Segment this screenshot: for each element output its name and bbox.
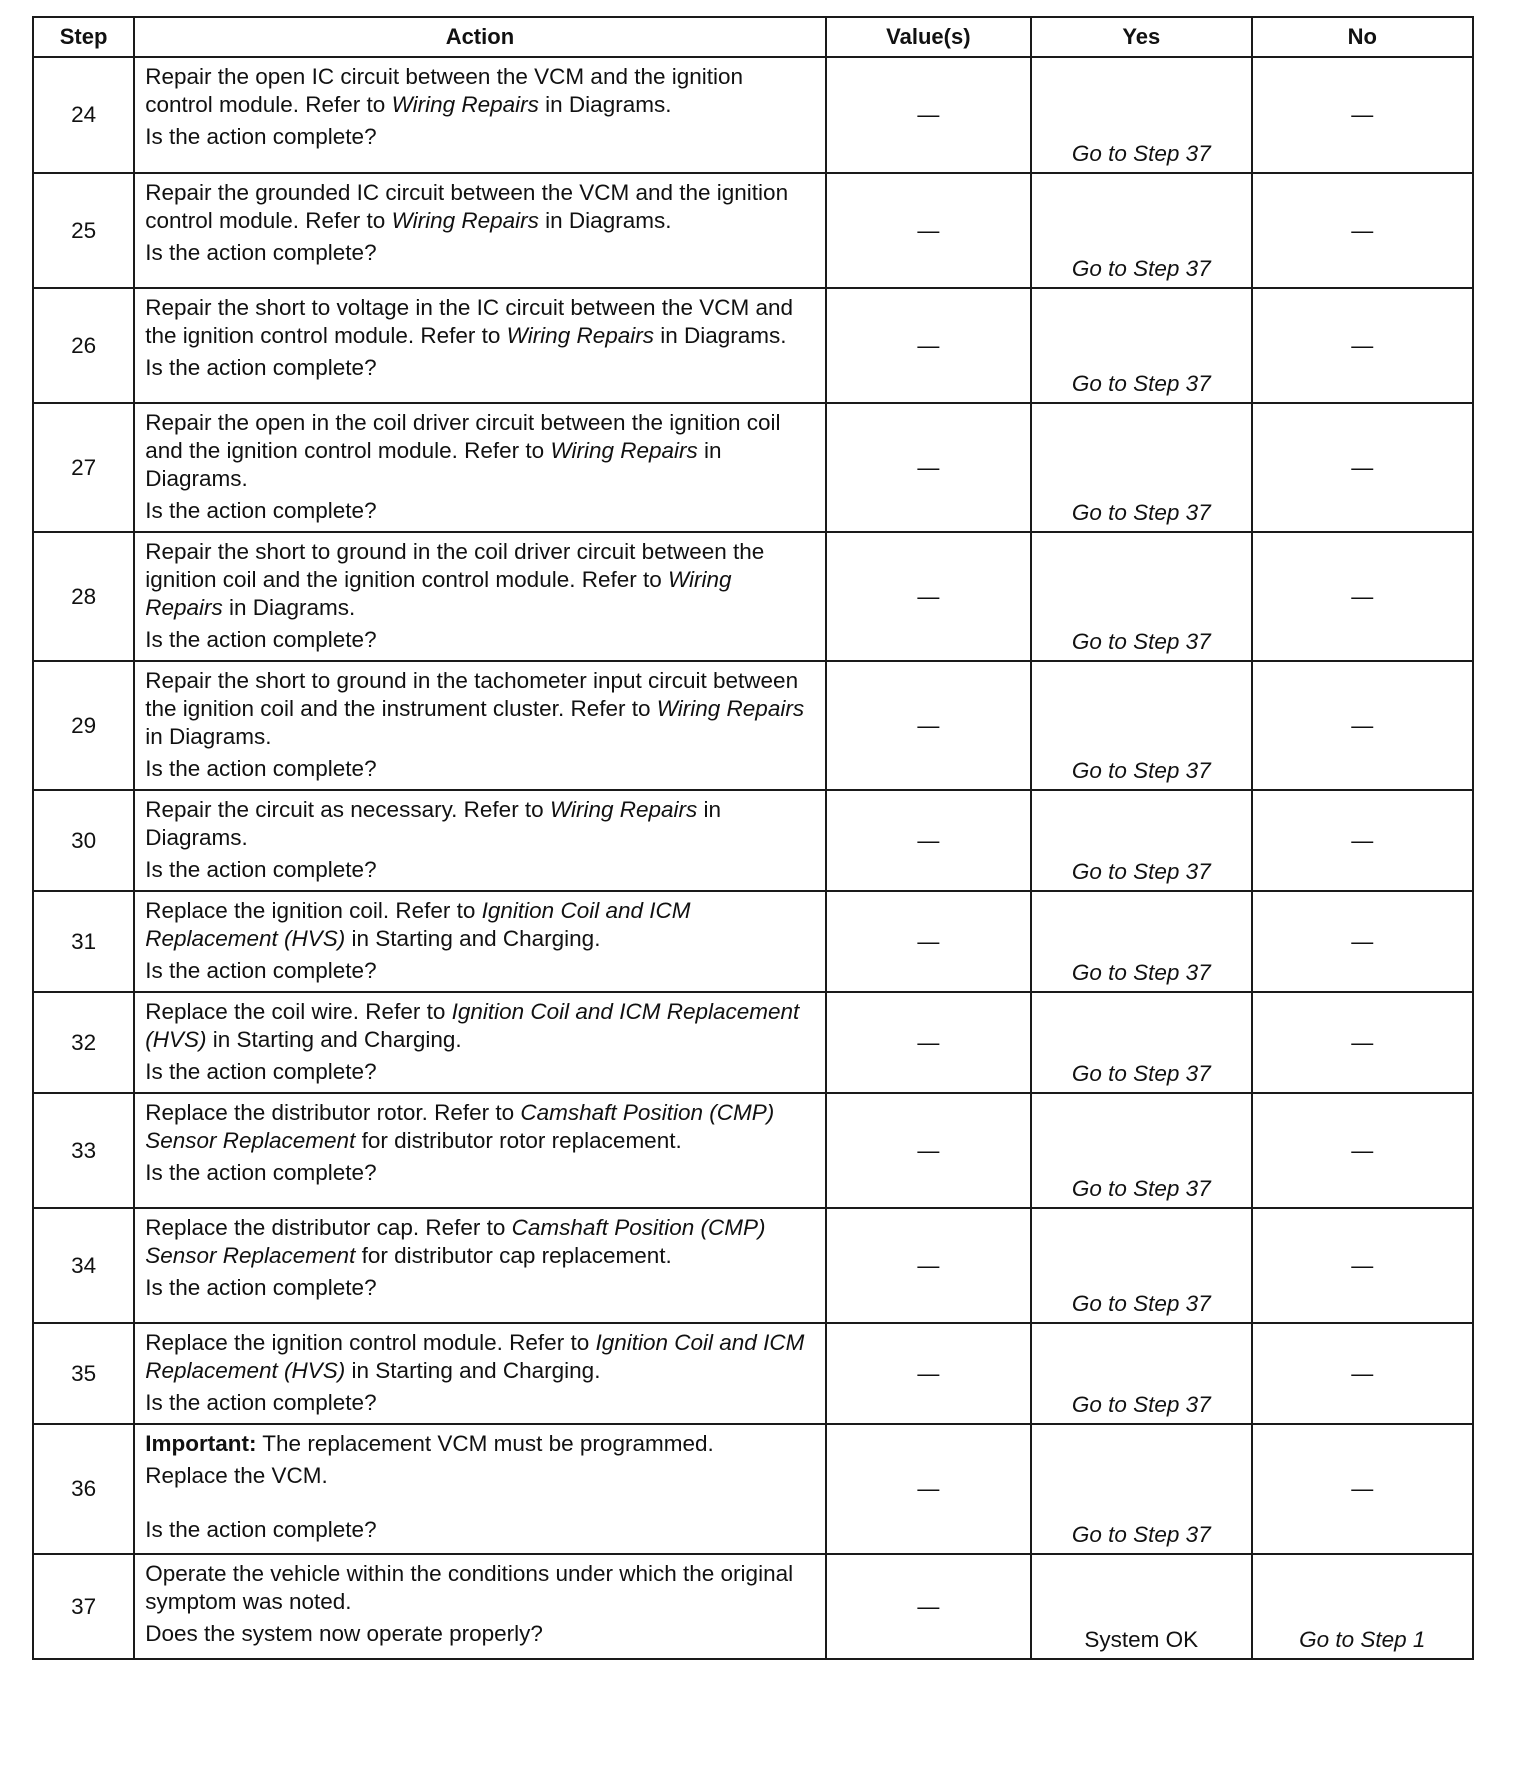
table-row (33, 1208, 1473, 1323)
diagnostic-table (32, 16, 1474, 1660)
action-question: Is the action complete? (145, 1517, 377, 1542)
value-cell: — (826, 57, 1031, 173)
no-cell: — (1252, 57, 1473, 173)
action-question: Is the action complete? (145, 627, 377, 652)
action-question: Is the action complete? (145, 1160, 377, 1185)
header-values: Value(s) (826, 17, 1031, 57)
yes-cell: Go to Step 37 (1031, 1208, 1251, 1323)
step-number: 31 (33, 891, 134, 992)
value-cell: — (826, 661, 1031, 790)
action-cell (134, 891, 825, 992)
no-cell: — (1252, 790, 1473, 891)
important-note: Important: The replacement VCM must be programmed. (145, 1431, 714, 1456)
value-cell: — (826, 891, 1031, 992)
yes-cell: System OK (1031, 1554, 1251, 1659)
value-cell: — (826, 1093, 1031, 1208)
table-row (33, 403, 1473, 532)
step-number: 34 (33, 1208, 134, 1323)
table-row (33, 57, 1473, 173)
no-cell: — (1252, 1323, 1473, 1424)
action-text: Repair the short to voltage in the IC circuit between the VCM and the ignition control module. Refer to Wiring Repairs in Diagrams. (145, 295, 794, 348)
action-question: Is the action complete? (145, 240, 377, 265)
action-cell (134, 173, 825, 288)
yes-cell: Go to Step 37 (1031, 403, 1251, 532)
action-text: Replace the VCM. (145, 1463, 328, 1488)
table-row (33, 1093, 1473, 1208)
action-text: Repair the grounded IC circuit between the VCM and the ignition control module. Refer to Wiring Repairs in Diagrams. (145, 180, 789, 233)
no-cell: — (1252, 1208, 1473, 1323)
yes-cell: Go to Step 37 (1031, 992, 1251, 1093)
action-question: Is the action complete? (145, 756, 377, 781)
yes-cell: Go to Step 37 (1031, 790, 1251, 891)
action-cell (134, 1554, 825, 1659)
important-label: Important: (145, 1431, 257, 1456)
table-row (33, 790, 1473, 891)
no-cell: — (1252, 992, 1473, 1093)
step-number: 30 (33, 790, 134, 891)
value-cell: — (826, 1424, 1031, 1554)
value-cell: — (826, 403, 1031, 532)
yes-cell: Go to Step 37 (1031, 532, 1251, 661)
value-cell: — (826, 173, 1031, 288)
yes-cell: Go to Step 37 (1031, 1323, 1251, 1424)
step-number: 24 (33, 57, 134, 173)
table-row (33, 173, 1473, 288)
action-text: Repair the short to ground in the coil driver circuit between the ignition coil and the ignition control module. Refer to Wiring Repairs in Diagrams. (145, 539, 765, 620)
action-text: Replace the ignition coil. Refer to Ignition Coil and ICM Replacement (HVS) in Starting and Charging. (145, 898, 691, 951)
table-row (33, 891, 1473, 992)
action-question: Is the action complete? (145, 124, 377, 149)
action-cell (134, 1323, 825, 1424)
action-cell (134, 532, 825, 661)
table-row (33, 992, 1473, 1093)
action-cell (134, 288, 825, 403)
table-row (33, 288, 1473, 403)
table-row (33, 1424, 1473, 1554)
action-question: Is the action complete? (145, 1390, 377, 1415)
step-number: 28 (33, 532, 134, 661)
yes-cell: Go to Step 37 (1031, 1424, 1251, 1554)
yes-cell: Go to Step 37 (1031, 1093, 1251, 1208)
header-no: No (1252, 17, 1473, 57)
header-action: Action (134, 17, 825, 57)
action-question: Is the action complete? (145, 1275, 377, 1300)
action-text: Repair the circuit as necessary. Refer to Wiring Repairs in Diagrams. (145, 797, 722, 850)
action-question: Is the action complete? (145, 1059, 377, 1084)
no-cell: — (1252, 661, 1473, 790)
table-row (33, 1554, 1473, 1659)
value-cell: — (826, 1554, 1031, 1659)
value-cell: — (826, 288, 1031, 403)
table-row (33, 661, 1473, 790)
action-cell (134, 1093, 825, 1208)
step-number: 26 (33, 288, 134, 403)
action-question: Does the system now operate properly? (145, 1621, 543, 1646)
action-question: Is the action complete? (145, 958, 377, 983)
no-cell: Go to Step 1 (1252, 1554, 1473, 1659)
action-question: Is the action complete? (145, 355, 377, 380)
yes-cell: Go to Step 37 (1031, 288, 1251, 403)
no-cell: — (1252, 532, 1473, 661)
step-number: 27 (33, 403, 134, 532)
action-cell (134, 661, 825, 790)
step-number: 33 (33, 1093, 134, 1208)
step-number: 36 (33, 1424, 134, 1554)
step-number: 25 (33, 173, 134, 288)
table-row (33, 532, 1473, 661)
action-cell (134, 1208, 825, 1323)
yes-cell: Go to Step 37 (1031, 891, 1251, 992)
no-cell: — (1252, 403, 1473, 532)
action-cell (134, 403, 825, 532)
table-row (33, 1323, 1473, 1424)
action-cell (134, 1424, 825, 1554)
value-cell: — (826, 1323, 1031, 1424)
action-text: Operate the vehicle within the conditions under which the original symptom was noted. (145, 1561, 794, 1614)
no-cell: — (1252, 288, 1473, 403)
action-text: Replace the coil wire. Refer to Ignition Coil and ICM Replacement (HVS) in Starting and Charging. (145, 999, 800, 1052)
no-cell: — (1252, 1093, 1473, 1208)
action-cell (134, 57, 825, 173)
action-text: Replace the distributor rotor. Refer to Camshaft Position (CMP) Sensor Replacement for distributor rotor replacement. (145, 1100, 775, 1153)
action-cell (134, 992, 825, 1093)
yes-cell: Go to Step 37 (1031, 57, 1251, 173)
no-cell: — (1252, 891, 1473, 992)
value-cell: — (826, 790, 1031, 891)
action-text: Replace the ignition control module. Refer to Ignition Coil and ICM Replacement (HVS) in Starting and Charging. (145, 1330, 805, 1383)
action-text: Repair the open in the coil driver circuit between the ignition coil and the ignition control module. Refer to Wiring Repairs in Diagrams. (145, 410, 781, 491)
header-step: Step (33, 17, 134, 57)
step-number: 35 (33, 1323, 134, 1424)
action-question: Is the action complete? (145, 857, 377, 882)
action-text: Repair the open IC circuit between the VCM and the ignition control module. Refer to Wiring Repairs in Diagrams. (145, 64, 744, 117)
header-row (33, 17, 1473, 57)
step-number: 29 (33, 661, 134, 790)
value-cell: — (826, 992, 1031, 1093)
header-yes: Yes (1031, 17, 1251, 57)
value-cell: — (826, 532, 1031, 661)
yes-cell: Go to Step 37 (1031, 173, 1251, 288)
action-question: Is the action complete? (145, 498, 377, 523)
value-cell: — (826, 1208, 1031, 1323)
step-number: 37 (33, 1554, 134, 1659)
action-text: Replace the distributor cap. Refer to Camshaft Position (CMP) Sensor Replacement for distributor cap replacement. (145, 1215, 766, 1268)
action-text: Repair the short to ground in the tachometer input circuit between the ignition coil and the instrument cluster. Refer to Wiring Repairs in Diagrams. (145, 668, 805, 749)
action-cell (134, 790, 825, 891)
no-cell: — (1252, 1424, 1473, 1554)
yes-cell: Go to Step 37 (1031, 661, 1251, 790)
step-number: 32 (33, 992, 134, 1093)
no-cell: — (1252, 173, 1473, 288)
